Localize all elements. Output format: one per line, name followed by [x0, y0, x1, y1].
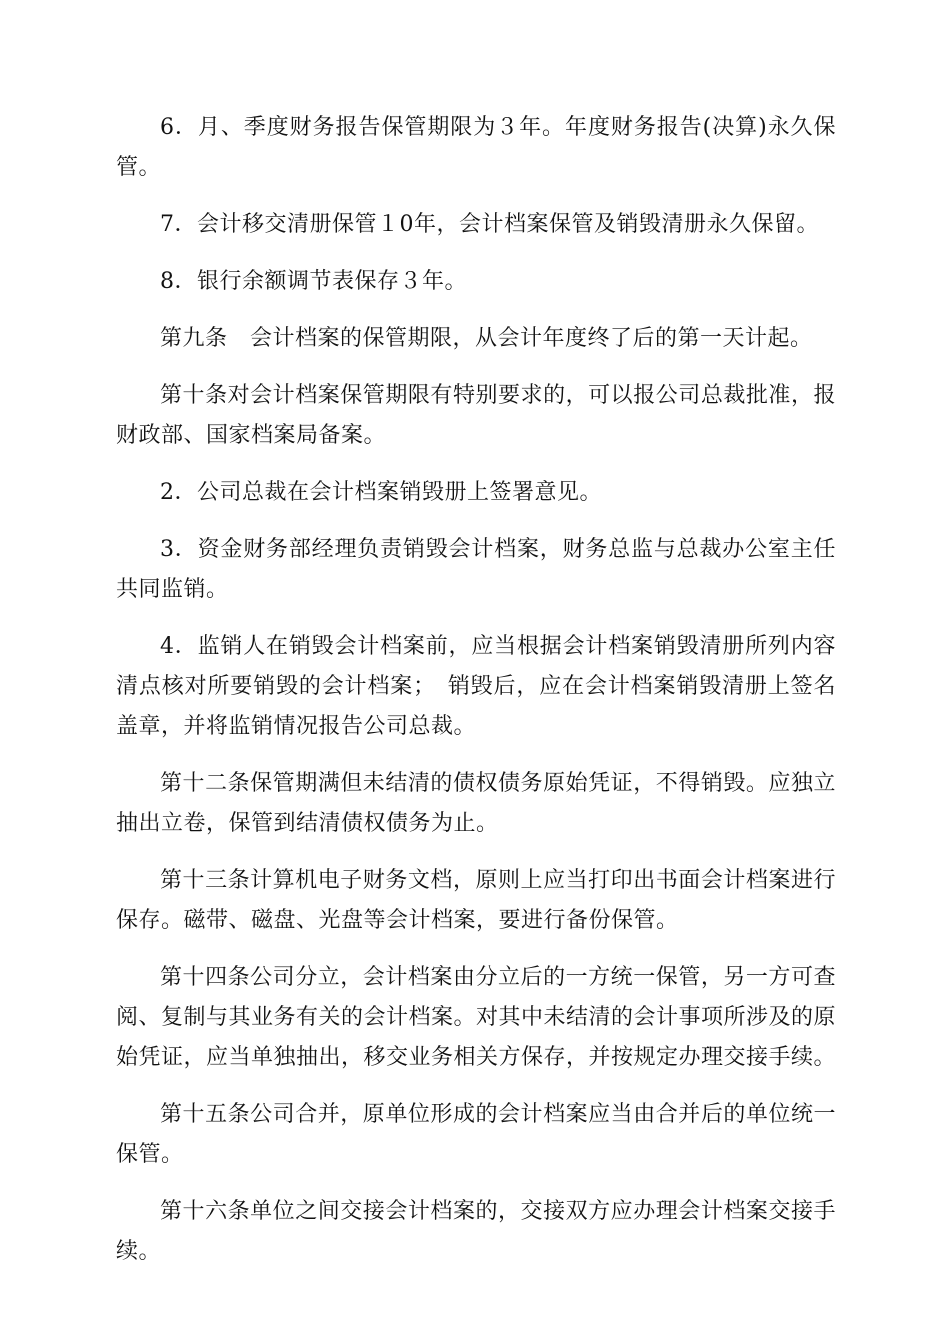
- paragraph-item-3: 3．资金财务部经理负责销毁会计档案，财务总监与总裁办公室主任共同监销。: [116, 537, 836, 602]
- paragraph-article-15: 第十五条公司合并，原单位形成的会计档案应当由合并后的单位统一保管。: [116, 1102, 836, 1167]
- paragraph-retention-financial-reports: 6．月、季度财务报告保管期限为３年。年度财务报告(决算)永久保管。: [116, 115, 836, 180]
- document-body: [116, 108, 836, 1289]
- paragraph-article-12: 第十二条保管期满但未结清的债权债务原始凭证，不得销毁。应独立抽出立卷，保管到结清债权债务为止。: [116, 771, 836, 836]
- paragraph-article-10: 第十条对会计档案保管期限有特别要求的，可以报公司总裁批准，报财政部、国家档案局备案。: [116, 383, 836, 448]
- paragraph-transfer-register: 7．会计移交清册保管１0年，会计档案保管及销毁清册永久保留。: [160, 212, 819, 237]
- paragraph-item-4: 4．监销人在销毁会计档案前，应当根据会计档案销毁清册所列内容清点核对所要销毁的会计档案； 销毁后，应在会计档案销毁清册上签名盖章，并将监销情况报告公司总裁。: [116, 634, 836, 739]
- paragraph-article-9: 第九条 会计档案的保管期限，从会计年度终了后的第一天计起。: [160, 326, 813, 351]
- paragraph-article-13: 第十三条计算机电子财务文档，原则上应当打印出书面会计档案进行保存。磁带、磁盘、光盘等会计档案，要进行备份保管。: [116, 868, 836, 933]
- paragraph-item-2: 2．公司总裁在会计档案销毁册上签署意见。: [160, 480, 602, 505]
- paragraph-article-16: 第十六条单位之间交接会计档案的，交接双方应办理会计档案交接手续。: [116, 1199, 836, 1264]
- paragraph-bank-reconciliation: 8．银行余额调节表保存３年。: [160, 269, 467, 294]
- paragraph-article-14: 第十四条公司分立，会计档案由分立后的一方统一保管，另一方可查阅、复制与其业务有关的会计档案。对其中未结清的会计事项所涉及的原始凭证，应当单独抽出，移交业务相关方保存，并按规定办理交接手续。: [116, 965, 837, 1070]
